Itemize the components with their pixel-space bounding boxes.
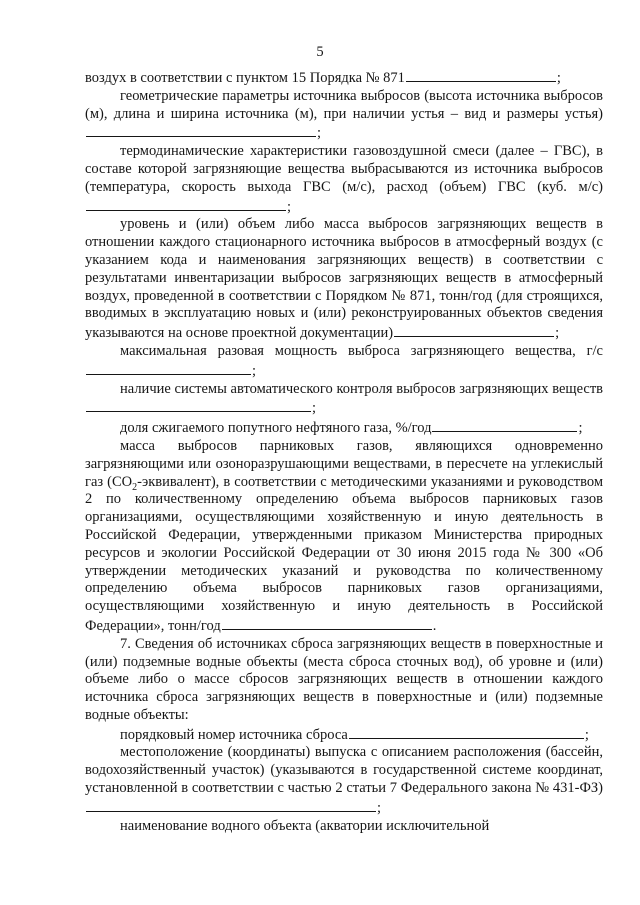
paragraph-p8: [85, 438, 603, 636]
fill-in-blank-line[interactable]: [86, 361, 251, 375]
fill-in-blank-line[interactable]: [86, 123, 316, 137]
fill-in-blank-line[interactable]: [222, 616, 432, 630]
paragraph-text: геометрические параметры источника выбросов (высота источника выбросов (м), длина и ширина источника (м), при наличии устья – вид и размеры устья): [85, 87, 603, 122]
paragraph-p12: [85, 818, 603, 836]
paragraph-text: 7. Сведения об источниках сброса загрязняющих веществ в поверхностные и (или) подземные водные объекты (места сброса сточных вод), об уровне и (или) объеме либо о массе сбросов загрязняющих веществ в отношении каждого источника сброса загрязняющих веществ в поверхностные и (или) подземные водные объекты:: [85, 635, 603, 723]
fill-in-blank-line[interactable]: [86, 398, 311, 412]
fill-in-blank-line[interactable]: [406, 68, 556, 82]
fill-in-blank-line[interactable]: [86, 197, 286, 211]
fill-in-blank-line[interactable]: [432, 418, 577, 432]
punctuation: ;: [317, 125, 322, 142]
fill-in-blank-line[interactable]: [86, 798, 376, 812]
paragraph-text: максимальная разовая мощность выброса загрязняющего вещества, г/с: [120, 342, 603, 359]
paragraph-text: воздух в соответствии с пунктом 15 Порядка № 871: [85, 70, 405, 86]
punctuation: ;: [287, 198, 292, 215]
paragraph-p5: [85, 343, 603, 381]
paragraph-p1: [85, 68, 603, 88]
paragraph-p2: [85, 88, 603, 143]
punctuation: ;: [584, 726, 589, 743]
punctuation: ;: [252, 362, 257, 379]
paragraph-p11: [85, 744, 603, 817]
paragraph-text: местоположение (координаты) выпуска с описанием расположения (бассейн, водохозяйственный участок) (указываются в государственной системе координат, установленной в соответствии с частью 2 статьи 7 Федерального закона № 431-ФЗ): [85, 744, 603, 797]
paragraph-text: уровень и (или) объем либо масса выбросов загрязняющих веществ в отношении каждого стационарного источника выбросов в атмосферный воздух (с указанием кода и наименования загрязняющих веществ) в соответствии с результатами инвентаризации выбросов загрязняющих веществ в атмосферный воздух, проведенной в соответствии с Порядком № 871, тонн/год (для строящихся, вводимых в эксплуатацию новых и (или) реконструированных объектов сведения указываются на основе проектной документации): [85, 216, 603, 342]
paragraph-text: термодинамические характеристики газовоздушной смеси (далее – ГВС), в составе которой загрязняющие вещества выбрасываются из источника выбросов (температура, скорость выхода ГВС (м/с), расход (объем) ГВС (куб. м/с): [85, 143, 603, 195]
fill-in-blank-line[interactable]: [349, 725, 584, 739]
punctuation: ;: [312, 400, 317, 417]
punctuation: ;: [555, 325, 560, 342]
paragraph-text: порядковый номер источника сброса: [120, 726, 348, 743]
paragraph-p7: [85, 418, 603, 438]
paragraph-p6: [85, 381, 603, 419]
fill-in-blank-line[interactable]: [394, 323, 554, 337]
paragraph-text: масса выбросов парниковых газов, являющихся одновременно загрязняющими или озоноразрушающими веществами, в пересчете на углекислый газ (CO: [85, 437, 603, 490]
paragraph-text: -эквивалент), в соответствии с методическими указаниями и руководством 2 по количественному определению объема выбросов парниковых газов организациями, осуществляющими хозяйственную и иную деятельность в Российской Федерации, утвержденными приказом Министерства природных ресурсов и экологии Российской Федерации от 30 июня 2015 года № 300 «Об утверждении методических указаний и руководства по количественному определению объема выбросов парниковых газов организациями, осуществляющими хозяйственную и иную деятельность в Российской Федерации», тонн/год: [85, 473, 603, 634]
paragraph-p9: [85, 636, 603, 725]
punctuation: ;: [578, 420, 583, 437]
subscript: 2: [132, 481, 138, 493]
page-number: 5: [316, 44, 324, 60]
paragraph-text: наличие системы автоматического контроля выбросов загрязняющих веществ: [120, 380, 603, 397]
paragraph-text: доля сжигаемого попутного нефтяного газа, %/год: [120, 420, 432, 437]
paragraph-p3: [85, 143, 603, 216]
paragraph-p4: [85, 216, 603, 343]
document-body: [85, 68, 603, 835]
punctuation: .: [432, 617, 437, 634]
paragraph-text: наименование водного объекта (акватории исключительной: [120, 817, 490, 834]
punctuation: ;: [377, 799, 382, 816]
paragraph-p10: [85, 725, 603, 745]
punctuation: ;: [556, 70, 561, 86]
